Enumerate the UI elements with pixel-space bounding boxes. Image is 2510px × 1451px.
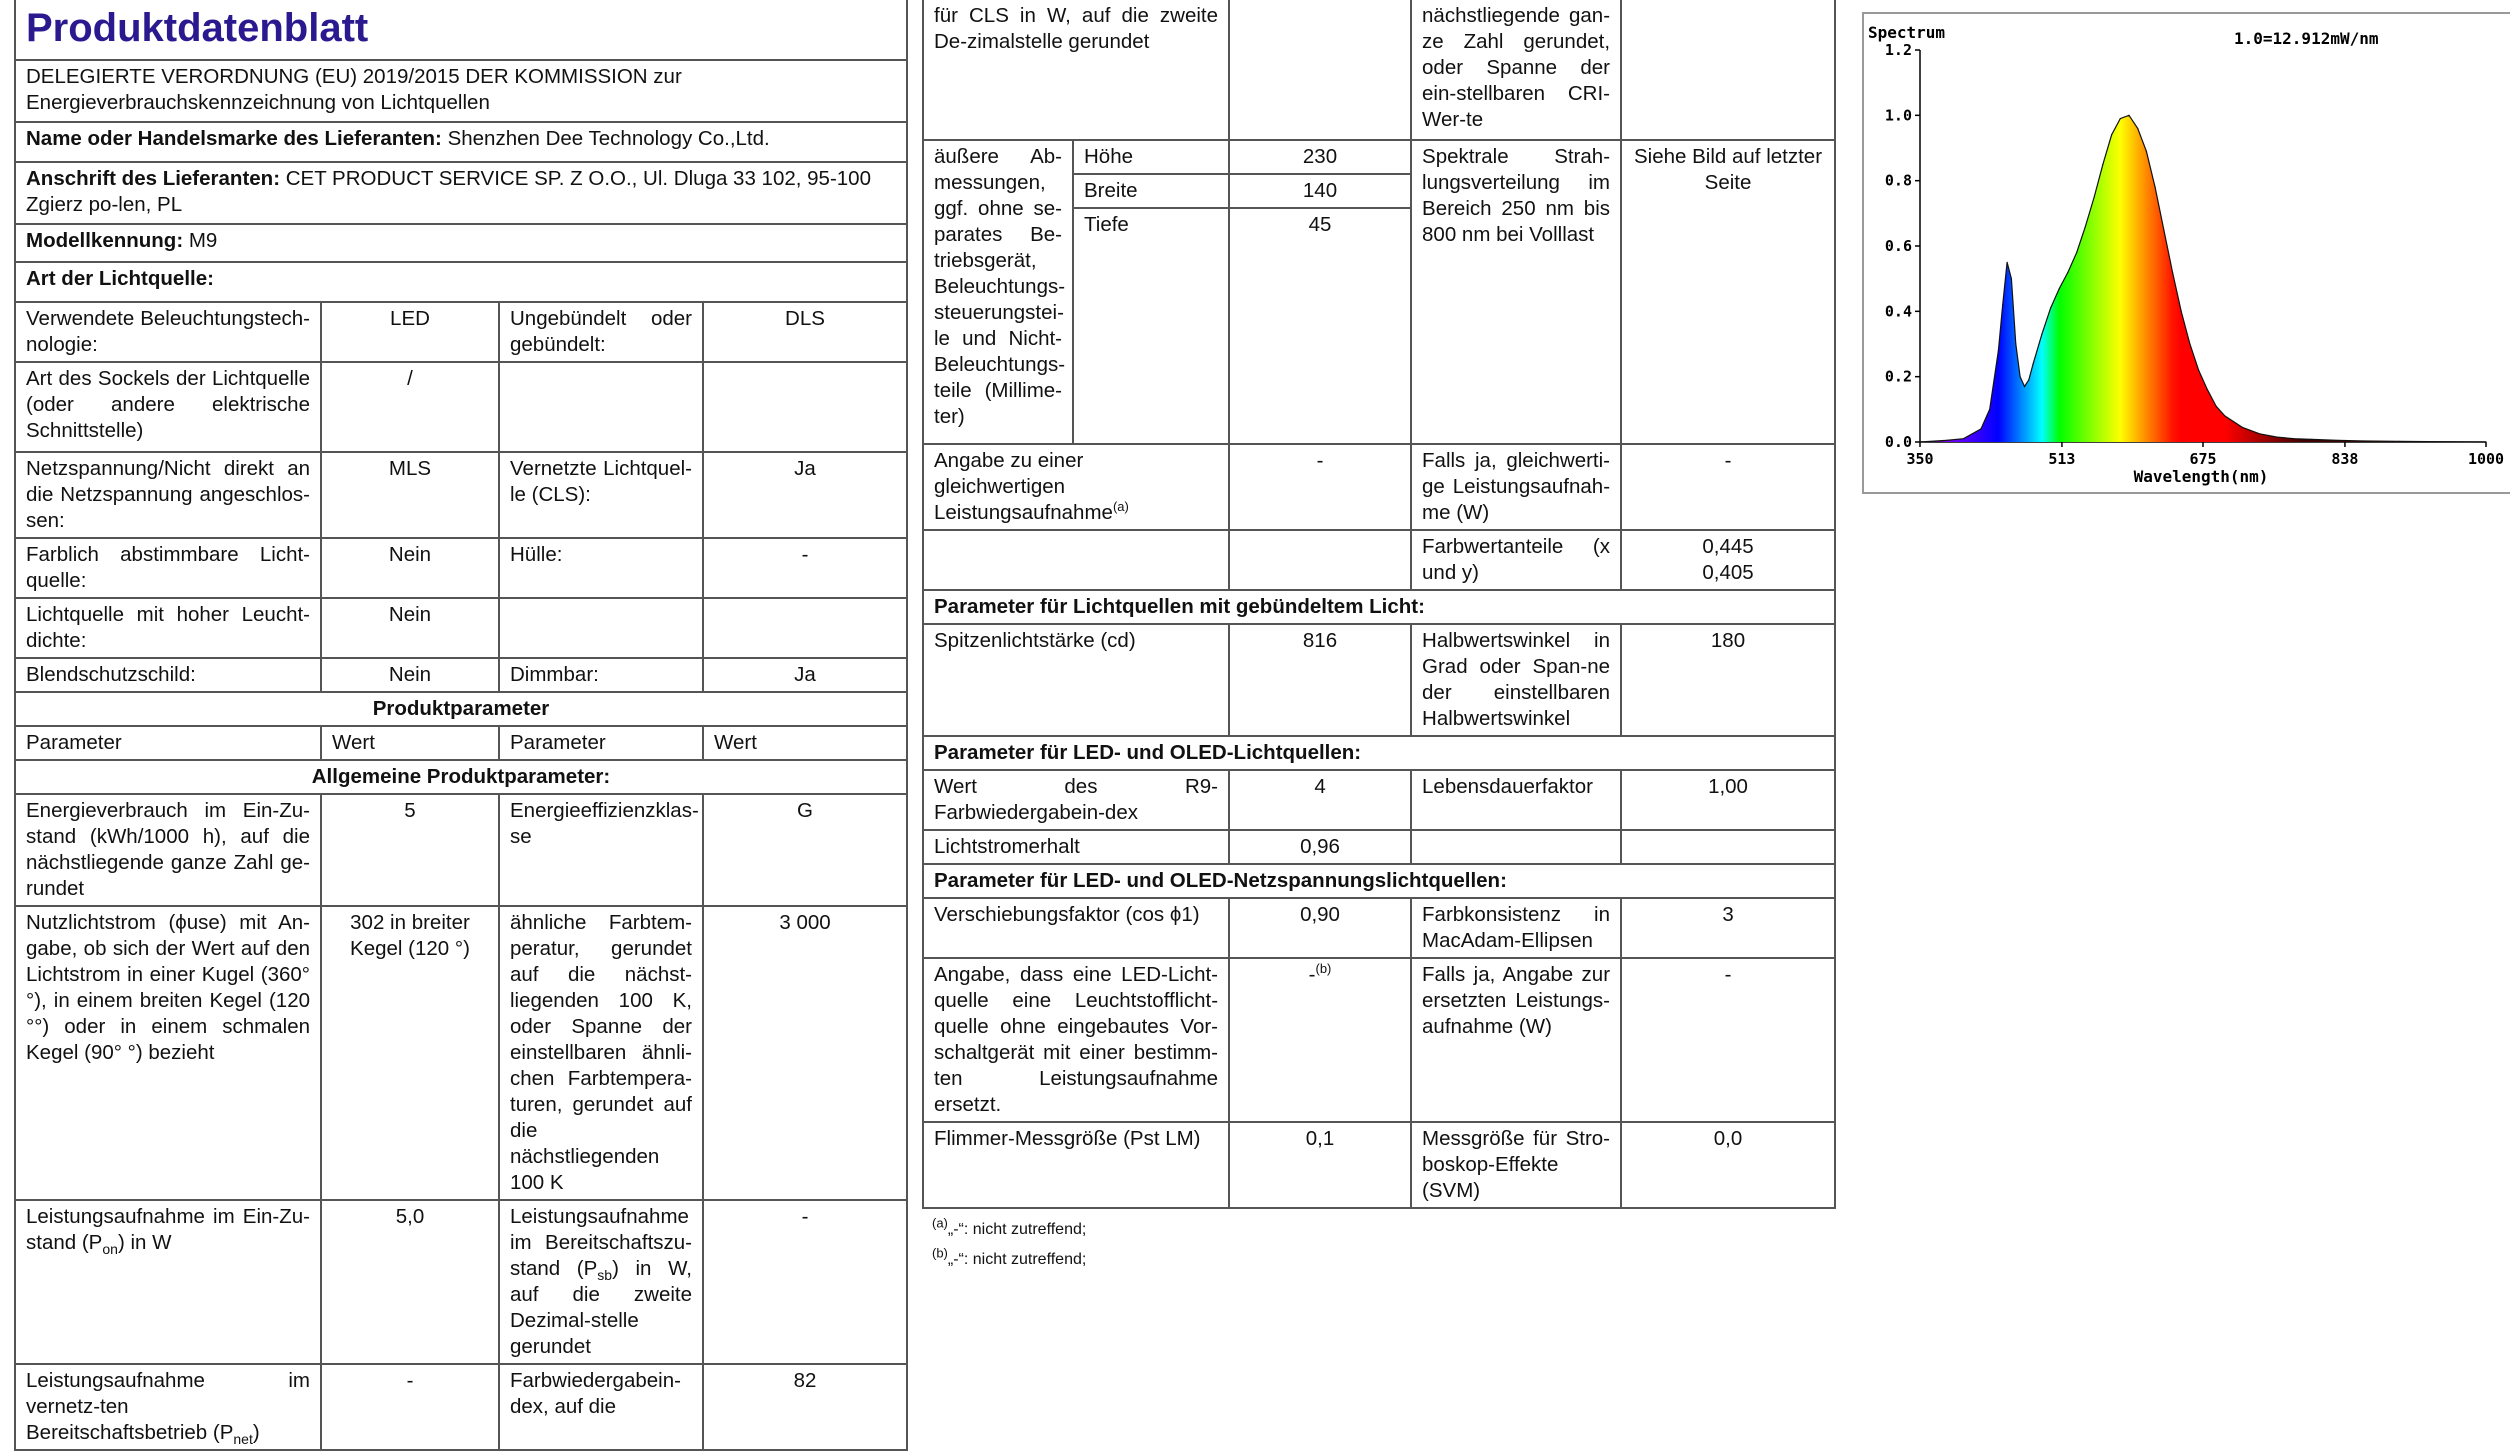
- cell-value: Ja: [703, 452, 907, 538]
- cell-value: -: [703, 1200, 907, 1364]
- cell-label: Art des Sockels der Lichtquelle (oder andere elektrische Schnittstelle): [15, 362, 321, 452]
- cell-label: Wert des R9-Farbwiedergabein-dex: [923, 770, 1229, 830]
- cell-value: 0,445 0,405: [1621, 530, 1835, 590]
- spectrum-point: [2294, 438, 2295, 439]
- table-row: [15, 794, 907, 906]
- cell-label: Angabe, dass eine LED-Licht-quelle eine Leuchtstofflicht-quelle ohne eingebautes Vor-schaltgerät mit einer bestimm-ten Leistungsaufnahme ersetzt.: [923, 958, 1229, 1122]
- table-header-row: [15, 726, 907, 760]
- table-row: [15, 302, 907, 362]
- cell-label: Ungebündelt oder gebündelt:: [499, 302, 703, 362]
- spectrum-point: [2050, 308, 2051, 309]
- cell-label: Messgröße für Stro-boskop-Effekte (SVM): [1411, 1122, 1621, 1208]
- spectrum-point: [2102, 164, 2103, 165]
- table-row: [15, 452, 907, 538]
- section-heading-mains: Parameter für LED- und OLED-Netzspannungslichtquellen:: [923, 864, 1835, 898]
- spectrum-point: [2163, 229, 2164, 230]
- cell-value: -: [321, 1364, 499, 1450]
- spectrum-point: [2172, 272, 2173, 273]
- dimension-width-value: 140: [1229, 174, 1411, 208]
- cell-value: [1229, 0, 1411, 140]
- table-row: [15, 906, 907, 1200]
- spectrum-point: [1989, 409, 1990, 410]
- cell-label: [499, 598, 703, 658]
- spectrum-point: [2337, 440, 2338, 441]
- spectrum-point: [2033, 363, 2034, 364]
- spectrum-point: [2485, 441, 2486, 442]
- x-tick-label: 838: [2331, 450, 2359, 468]
- cell-value: [1229, 530, 1411, 590]
- cell-label: Verwendete Beleuchtungstech-nologie:: [15, 302, 321, 362]
- table-row: [15, 1364, 907, 1450]
- cell-value: Nein: [321, 658, 499, 692]
- spectrum-point: [2028, 379, 2029, 380]
- spectrum-chart-svg: [1864, 14, 2510, 492]
- spectrum-point: [2155, 187, 2156, 188]
- table-row: [923, 0, 1835, 140]
- supplier-label: Name oder Handelsmarke des Lieferanten:: [26, 127, 442, 150]
- cell-label: Hülle:: [499, 538, 703, 598]
- cell-label: für CLS in W, auf die zweite De-zimalstelle gerundet: [923, 0, 1229, 140]
- spectrum-point: [2120, 118, 2121, 119]
- cell-label: Farbwertanteile (x und y): [1411, 530, 1621, 590]
- section-heading-led: Parameter für LED- und OLED-Lichtquellen:: [923, 736, 1835, 770]
- spectrum-point: [1963, 438, 1964, 439]
- datasheet-right-panel: [922, 0, 1834, 1268]
- model-value: M9: [188, 229, 218, 252]
- spectrum-point: [2137, 128, 2138, 129]
- x-tick-label: 350: [1906, 450, 1934, 468]
- cell-value: -: [1621, 444, 1835, 530]
- column-header: Parameter: [499, 726, 703, 760]
- cell-label: Farblich abstimmbare Licht-quelle:: [15, 538, 321, 598]
- table-row: [923, 624, 1835, 736]
- cell-value: -$^{(b)}$: [1229, 958, 1411, 1122]
- footnote: $^{(a)}$„-“: nicht zutreffend;: [932, 1215, 1087, 1238]
- cell-label: Flimmer-Messgröße (Pst LM): [923, 1122, 1229, 1208]
- lightsource-type-label: Art der Lichtquelle:: [15, 262, 907, 302]
- cell-label: Leistungsaufnahme im vernetz-ten Bereitschaftsbetrieb $(P_{net})$: [15, 1364, 321, 1450]
- spectrum-point: [2094, 196, 2095, 197]
- cell-value: [703, 598, 907, 658]
- spectrum-point: [2002, 304, 2003, 305]
- cell-value: -: [1621, 958, 1835, 1122]
- spectrum-point: [2207, 389, 2208, 390]
- spectrum-point: [1946, 440, 1947, 441]
- cell-value: [703, 362, 907, 452]
- table-row: [923, 958, 1835, 1122]
- cell-value: Ja: [703, 658, 907, 692]
- cell-value: Nein: [321, 538, 499, 598]
- spectrum-point: [2128, 115, 2129, 116]
- column-header: Parameter: [15, 726, 321, 760]
- footnote: $^{(b)}$„-“: nicht zutreffend;: [932, 1245, 1087, 1268]
- cell-label: Falls ja, Angabe zur ersetzten Leistungs-aufnahme (W): [1411, 958, 1621, 1122]
- address-row: [15, 162, 907, 224]
- spectrum-point: [1998, 350, 1999, 351]
- dimensions-label: äußere Ab-messungen, ggf. ohne se-parates Be-triebsgerät, Beleuchtungs-steuerungstei-le und Nicht-Beleuchtungs-teile (Millime-ter): [923, 140, 1073, 444]
- address-value: CET PRODUCT SERVICE SP. Z O.O., Ul. Dluga 33 102, 95-100 Zgierz po-len, PL: [26, 167, 871, 216]
- cell-label: Farbwiedergabein-dex, auf die: [499, 1364, 703, 1450]
- dimension-depth-label: Tiefe: [1073, 208, 1229, 444]
- y-tick-label: 0.4: [1884, 302, 1912, 321]
- spectrum-point: [2442, 441, 2443, 442]
- cell-label: ähnliche Farbtem-peratur, gerundet auf die nächst-liegenden 100 K, oder Spanne der einstellbaren ähnli-chen Farbtempera-turen, gerundet auf die nächstliegenden 100 K: [499, 906, 703, 1200]
- cell-value: Nein: [321, 598, 499, 658]
- spectrum-point: [2015, 343, 2016, 344]
- y-tick-label: 1.0: [1884, 106, 1912, 125]
- spectrum-point: [2224, 415, 2225, 416]
- spectrum-point: [2111, 134, 2112, 135]
- cell-value: 0,96: [1229, 830, 1411, 864]
- y-tick-label: 0.2: [1884, 367, 1912, 386]
- regulation-text: DELEGIERTE VERORDNUNG (EU) 2019/2015 DER KOMMISSION zur Energieverbrauchskennzeichnung von Lichtquellen: [15, 60, 907, 122]
- chart-annotation: 1.0=12.912mW/nm: [2234, 29, 2379, 48]
- cell-value: DLS: [703, 302, 907, 362]
- cell-value: -: [1229, 444, 1411, 530]
- cell-value: 0,90: [1229, 898, 1411, 958]
- cell-label: [1411, 830, 1621, 864]
- table-row: [15, 538, 907, 598]
- table-row: [923, 830, 1835, 864]
- spectrum-point: [2085, 226, 2086, 227]
- cell-label: Nutzlichtstrom (ϕuse) mit An-gabe, ob sich der Wert auf den Lichtstrom in einer Kugel (360° °), in einem breiten Kegel (120 °°) oder in einem schmalen Kegel (90° °) bezieht: [15, 906, 321, 1200]
- spectrum-point: [2198, 370, 2199, 371]
- table-row: [923, 1122, 1835, 1208]
- dimension-width-label: Breite: [1073, 174, 1229, 208]
- cell-label: Falls ja, gleichwerti-ge Leistungsaufnah-me (W): [1411, 444, 1621, 530]
- spectrum-point: [2011, 278, 2012, 279]
- cell-value: MLS: [321, 452, 499, 538]
- cell-label: Blendschutzschild:: [15, 658, 321, 692]
- cell-label: Vernetzte Lichtquel-le (CLS):: [499, 452, 703, 538]
- spectrum-point: [2242, 427, 2243, 428]
- cell-value: 0,1: [1229, 1122, 1411, 1208]
- cell-value: 82: [703, 1364, 907, 1450]
- spectrum-point: [2189, 343, 2190, 344]
- spectrum-point: [2364, 440, 2365, 441]
- cell-value: 1,00: [1621, 770, 1835, 830]
- cell-label: Netzspannung/Nicht direkt an die Netzspannung angeschlos-sen:: [15, 452, 321, 538]
- dimension-height-value: 230: [1229, 140, 1411, 174]
- page-title: Produktdatenblatt: [26, 6, 369, 50]
- spectral-distribution-label: Spektrale Strah-lungsverteilung im Bereich 250 nm bis 800 nm bei Volllast: [1411, 140, 1621, 444]
- cell-value: [1621, 0, 1835, 140]
- model-label: Modellkennung:: [26, 229, 184, 252]
- section-heading-product-params: Produktparameter: [15, 692, 907, 726]
- table-row: [15, 598, 907, 658]
- cell-value: 302 in breiter Kegel (120 °): [321, 906, 499, 1200]
- cell-value: /: [321, 362, 499, 452]
- cell-value: 3 000: [703, 906, 907, 1200]
- cell-label: Halbwertswinkel in Grad oder Span-ne der einstellbaren Halbwertswinkel: [1411, 624, 1621, 736]
- spectrum-chart: [1862, 12, 2510, 494]
- cell-label: Energieverbrauch im Ein-Zu-stand (kWh/1000 h), auf die nächstliegende ganze Zahl ge-rundet: [15, 794, 321, 906]
- spectrum-point: [2311, 439, 2312, 440]
- spectrum-point: [2181, 311, 2182, 312]
- supplier-row: [15, 122, 907, 162]
- y-tick-label: 1.2: [1884, 41, 1912, 59]
- cell-value: G: [703, 794, 907, 906]
- cell-label: [923, 530, 1229, 590]
- spectrum-point: [2059, 288, 2060, 289]
- cell-value: LED: [321, 302, 499, 362]
- cell-label: Leistungsaufnahme im Ein-Zu-stand $(P_{on})$ in W: [15, 1200, 321, 1364]
- cell-label: nächstliegende gan-ze Zahl gerundet, oder Spanne der ein-stellbaren CRI-Wer-te: [1411, 0, 1621, 140]
- cell-label: Leistungsaufnahme im Bereitschaftszu-stand $(P_{sb})$ in W, auf die zweite Dezimal-stelle gerundet: [499, 1200, 703, 1364]
- spectrum-point: [1919, 441, 1920, 442]
- cell-label: Verschiebungsfaktor (cos ϕ1): [923, 898, 1229, 958]
- cell-label: Spitzenlichtstärke (cd): [923, 624, 1229, 736]
- cell-label: Lichtquelle mit hoher Leucht-dichte:: [15, 598, 321, 658]
- spectrum-point: [2216, 406, 2217, 407]
- x-tick-label: 513: [2048, 450, 2076, 468]
- section-heading-general: Allgemeine Produktparameter:: [15, 760, 907, 794]
- table-row: [15, 1200, 907, 1364]
- spectrum-point: [2020, 376, 2021, 377]
- spectrum-point: [2067, 272, 2068, 273]
- table-row: [15, 362, 907, 452]
- cell-label: [499, 362, 703, 452]
- dimension-height-label: Höhe: [1073, 140, 1229, 174]
- cell-label: Lebensdauerfaktor: [1411, 770, 1621, 830]
- spectrum-point: [2398, 441, 2399, 442]
- cell-label: Angabe zu einer gleichwertigen Leistungsaufnahme$^{(a)}$: [923, 444, 1229, 530]
- table-row: [15, 658, 907, 692]
- datasheet-table-left: [14, 0, 908, 1451]
- x-axis-label: Wavelength(nm): [2133, 467, 2269, 486]
- datasheet-left-panel: [14, 0, 906, 1448]
- cell-label: Energieeffizienzklas-se: [499, 794, 703, 906]
- spectrum-point: [2146, 151, 2147, 152]
- cell-value: -: [703, 538, 907, 598]
- address-label: Anschrift des Lieferanten:: [26, 167, 281, 190]
- x-tick-label: 1000: [2467, 450, 2505, 468]
- cell-value: [1621, 830, 1835, 864]
- spectrum-point: [2041, 334, 2042, 335]
- column-header: Wert: [321, 726, 499, 760]
- x-tick-label: 675: [2189, 450, 2217, 468]
- y-tick-label: 0.8: [1884, 171, 1912, 190]
- spectrum-point: [2076, 252, 2077, 253]
- table-row: [923, 898, 1835, 958]
- cell-value: 180: [1621, 624, 1835, 736]
- table-row: [923, 444, 1835, 530]
- section-heading-directional: Parameter für Lichtquellen mit gebündeltem Licht:: [923, 590, 1835, 624]
- dimension-depth-value: 45: [1229, 208, 1411, 444]
- supplier-value: Shenzhen Dee Technology Co.,Ltd.: [447, 127, 770, 150]
- title-row: [15, 0, 907, 60]
- footnotes: [922, 1215, 1834, 1275]
- cell-value: 816: [1229, 624, 1411, 736]
- datasheet-table-right: [922, 0, 1836, 1209]
- table-row: [923, 530, 1835, 590]
- y-tick-label: 0.0: [1884, 433, 1912, 451]
- spectrum-point: [2276, 437, 2277, 438]
- cell-value: 0,0: [1621, 1122, 1835, 1208]
- cell-label: Dimmbar:: [499, 658, 703, 692]
- spectrum-point: [1980, 428, 1981, 429]
- spectral-distribution-value: Siehe Bild auf letzter Seite: [1621, 140, 1835, 444]
- spectrum-point: [2024, 386, 2025, 387]
- spectrum-point: [2259, 433, 2260, 434]
- column-header: Wert: [703, 726, 907, 760]
- y-tick-label: 0.6: [1884, 237, 1912, 255]
- cell-value: 5: [321, 794, 499, 906]
- spectrum-point: [2007, 262, 2008, 263]
- cell-value: 4: [1229, 770, 1411, 830]
- cell-value: 3: [1621, 898, 1835, 958]
- cell-value: 5,0: [321, 1200, 499, 1364]
- table-row: [923, 770, 1835, 830]
- cell-label: Farbkonsistenz in MacAdam-Ellipsen: [1411, 898, 1621, 958]
- chart-title: Spectrum: [1868, 23, 1946, 42]
- cell-label: Lichtstromerhalt: [923, 830, 1229, 864]
- model-row: [15, 224, 907, 262]
